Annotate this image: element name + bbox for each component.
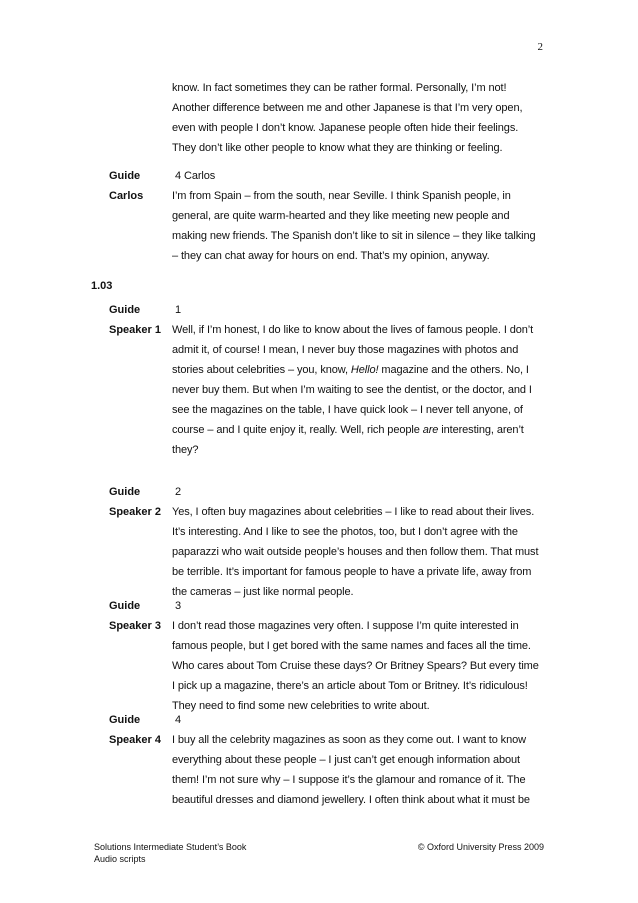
speaker-line xyxy=(172,730,542,750)
text-line xyxy=(0,340,638,360)
speaker-label: Speaker 3 xyxy=(109,620,161,632)
text-line xyxy=(0,360,638,380)
speaker-line xyxy=(172,320,542,340)
speaker-line xyxy=(172,420,542,440)
text-line: even with people I don’t know. Japanese people often hide their feelings. xyxy=(172,122,519,134)
section-heading: 1.03 xyxy=(91,280,113,292)
speaker-block xyxy=(0,710,638,810)
speaker-line xyxy=(172,616,542,636)
guide-row xyxy=(0,300,638,320)
speaker-line xyxy=(172,522,542,542)
guide-row xyxy=(0,596,638,616)
text-segment: everything about these people – I just can’t get enough information about xyxy=(172,754,521,766)
speaker-line xyxy=(172,440,542,460)
speaker-line xyxy=(172,750,542,770)
text-segment: Well, if I’m honest, I do like to know about the lives of famous people. I don’t xyxy=(172,324,534,336)
text-line: – they can chat away for hours on end. That’s my opinion, anyway. xyxy=(172,250,490,262)
text-segment: see the magazines on the table, I have quick look – I never tell anyone, of xyxy=(172,404,523,416)
speaker-line xyxy=(172,400,542,420)
carlos-block xyxy=(0,166,638,266)
text-segment: beautiful dresses and diamond jewellery. I often think about what it must be xyxy=(172,794,530,806)
text-line xyxy=(0,380,638,400)
guide-row xyxy=(0,482,638,502)
footer-book-title: Solutions Intermediate Student’s Book xyxy=(94,842,247,852)
emphasis-text: Hello! xyxy=(350,364,379,376)
text-segment: Who cares about Tom Cruise these days? Or Britney Spears? But every time xyxy=(172,660,539,672)
guide-text: 3 xyxy=(175,600,182,612)
text-line xyxy=(0,562,638,582)
guide-label: Guide xyxy=(109,304,141,316)
speaker-line xyxy=(172,636,542,656)
speaker-label: Carlos xyxy=(109,190,144,202)
text-segment: the cameras – just like normal people. xyxy=(172,586,354,598)
text-line: making new friends. The Spanish don’t like to sit in silence – they like talking xyxy=(172,230,536,242)
text-segment: They need to find some new celebrities to write about. xyxy=(172,700,430,712)
text-line: They don’t like other people to know what they are thinking or feeling. xyxy=(172,142,503,154)
text-line xyxy=(0,420,638,440)
text-segment: It’s interesting. And I like to see the photos, too, but I don’t agree with the xyxy=(172,526,518,538)
text-line xyxy=(0,770,638,790)
text-segment: famous people, but I get bored with the same names and faces all the time. xyxy=(172,640,531,652)
text-segment: them! I’m not sure why – I suppose it’s the glamour and romance of it. The xyxy=(172,774,526,786)
speaker-label: Speaker 1 xyxy=(109,324,161,336)
text-line: know. In fact sometimes they can be rather formal. Personally, I’m not! xyxy=(172,82,507,94)
text-segment: paparazzi who wait outside people’s houses and then follow them. That must xyxy=(172,546,539,558)
speaker-line xyxy=(172,542,542,562)
text-segment: never buy them. But when I’m waiting to see the dentist, or the doctor, and I xyxy=(172,384,532,396)
text-line xyxy=(0,750,638,770)
speaker-row xyxy=(0,502,638,522)
speaker-line xyxy=(172,562,542,582)
text-line xyxy=(0,542,638,562)
speaker-line xyxy=(172,790,542,810)
speaker-line xyxy=(172,502,542,522)
speaker-line xyxy=(172,360,542,380)
speaker-line xyxy=(172,656,542,676)
footer-copyright: © Oxford University Press 2009 xyxy=(417,842,544,852)
text-segment: they? xyxy=(172,444,199,456)
guide-label: Guide xyxy=(109,170,141,182)
speaker-label: Speaker 4 xyxy=(109,734,161,746)
speaker-label: Speaker 2 xyxy=(109,506,161,518)
footer-subtitle: Audio scripts xyxy=(94,854,146,864)
continuation-block xyxy=(0,78,638,158)
guide-text: 1 xyxy=(175,304,182,316)
text-segment: interesting, aren’t xyxy=(438,424,524,436)
text-segment: be terrible. It’s important for famous people to have a private life, away from xyxy=(172,566,532,578)
text-line xyxy=(0,522,638,542)
guide-row xyxy=(0,166,638,186)
text-segment: admit it, of course! I mean, I never buy those magazines with photos and xyxy=(172,344,519,356)
text-segment: Yes, I often buy magazines about celebrities – I like to read about their lives. xyxy=(172,506,535,518)
text-line xyxy=(0,656,638,676)
speaker-block xyxy=(0,596,638,716)
speaker-line xyxy=(172,676,542,696)
guide-label: Guide xyxy=(109,600,141,612)
emphasis-text: are xyxy=(422,424,439,436)
guide-text: 2 xyxy=(175,486,182,498)
text-segment: I pick up a magazine, there’s an article about Tom or Britney. It’s ridiculous! xyxy=(172,680,528,692)
speaker-block xyxy=(0,482,638,602)
page-number: 2 xyxy=(537,41,543,53)
text-line xyxy=(0,440,638,460)
text-segment: course – and I quite enjoy it, really. Well, rich people xyxy=(172,424,423,436)
text-segment: stories about celebrities – you, know, xyxy=(172,364,351,376)
text-line xyxy=(0,400,638,420)
text-line xyxy=(0,790,638,810)
text-line xyxy=(0,676,638,696)
speaker-row xyxy=(0,320,638,340)
text-line xyxy=(0,636,638,656)
speaker-line xyxy=(172,770,542,790)
speaker-row xyxy=(0,616,638,636)
guide-label: Guide xyxy=(109,486,141,498)
text-segment: magazine and the others. No, I xyxy=(378,364,529,376)
guide-text: 4 Carlos xyxy=(175,170,216,182)
page-footer xyxy=(94,841,544,865)
speaker-line xyxy=(172,340,542,360)
speaker-row xyxy=(0,730,638,750)
text-segment: I don’t read those magazines very often. I suppose I’m quite interested in xyxy=(172,620,519,632)
speaker-row: Carlos I’m from Spain – from the south, near Seville. I think Spanish people, in xyxy=(0,186,638,206)
guide-text: 4 xyxy=(175,714,182,726)
speaker-line xyxy=(172,380,542,400)
guide-row xyxy=(0,710,638,730)
text-segment: I buy all the celebrity magazines as soon as they come out. I want to know xyxy=(172,734,526,746)
text-line: general, are quite warm-hearted and they like meeting new people and xyxy=(172,210,510,222)
text-line: Another difference between me and other Japanese is that I’m very open, xyxy=(172,102,523,114)
speaker-block xyxy=(0,300,638,460)
guide-label: Guide xyxy=(109,714,141,726)
